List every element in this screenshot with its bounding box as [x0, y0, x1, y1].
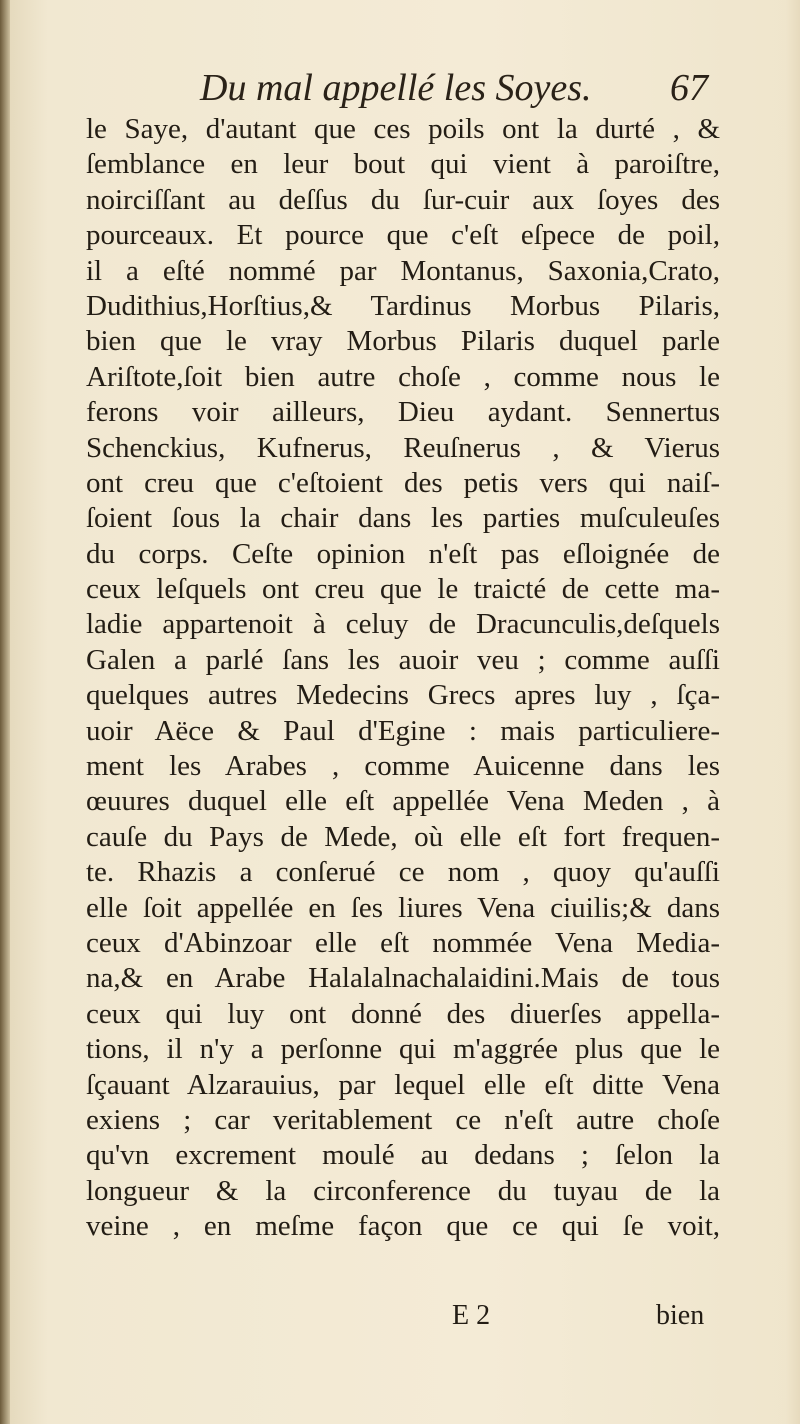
- catchword: bien: [656, 1300, 705, 1331]
- signature-mark: E 2: [452, 1300, 491, 1331]
- text-line: noirciſſant au deſſus du ſur-cuir aux ſoyes des: [86, 183, 720, 216]
- text-line: Galen a parlé ſans les auoir veu ; comme auſſi: [86, 643, 720, 676]
- text-line: ceux d'Abinzoar elle eſt nommée Vena Media-: [86, 926, 720, 959]
- text-line: veine , en meſme façon que ce qui ſe voit,: [86, 1210, 720, 1243]
- page-footer: [0, 1300, 800, 1340]
- text-line: ſoient ſous la chair dans les parties muſculeuſes: [86, 502, 720, 535]
- text-line: le Saye, d'autant que ces poils ont la durté , &: [86, 113, 720, 145]
- page-number: 67: [670, 67, 708, 109]
- text-line: cauſe du Pays de Mede, où elle eſt fort frequen-: [86, 820, 720, 853]
- text-line: ſemblance en leur bout qui vient à paroiſtre,: [86, 148, 720, 181]
- text-line: il a eſté nommé par Montanus, Saxonia,Crato,: [86, 254, 720, 287]
- text-line: œuures duquel elle eſt appellée Vena Meden , à: [86, 785, 720, 818]
- text-line: ceux leſquels ont creu que le traicté de cette ma-: [86, 573, 720, 606]
- text-line: ment les Arabes , comme Auicenne dans les: [86, 750, 720, 783]
- text-line: te. Rhazis a conſerué ce nom , quoy qu'auſſi: [86, 856, 720, 889]
- text-line: quelques autres Medecins Grecs apres luy , ſça-: [86, 679, 720, 712]
- text-line: uoir Aëce & Paul d'Egine : mais particuliere-: [86, 714, 720, 747]
- text-line: bien que le vray Morbus Pilaris duquel parle: [86, 325, 720, 358]
- binding-gutter: [0, 0, 10, 1424]
- text-line: ladie appartenoit à celuy de Dracunculis,deſquels: [86, 608, 720, 641]
- body-text: [86, 112, 720, 1245]
- text-line: du corps. Ceſte opinion n'eſt pas eſloignée de: [86, 537, 720, 570]
- text-line: pourceaux. Et pource que c'eſt eſpece de poil,: [86, 219, 720, 252]
- text-line: tions, il n'y a perſonne qui m'aggrée plus que le: [86, 1033, 720, 1066]
- text-line: elle ſoit appellée en ſes liures Vena ciuilis;& dans: [86, 891, 720, 924]
- text-line: ont creu que c'eſtoient des petis vers qui naiſ-: [86, 466, 720, 499]
- text-line: na,& en Arabe Halalalnachalaidini.Mais de tous: [86, 962, 720, 995]
- text-line: qu'vn excrement moulé au dedans ; ſelon la: [86, 1139, 720, 1172]
- text-line: Ariſtote,ſoit bien autre choſe , comme nous le: [86, 360, 720, 393]
- text-line: Dudithius,Horſtius,& Tardinus Morbus Pilaris,: [86, 289, 720, 322]
- text-line: ceux qui luy ont donné des diuerſes appella-: [86, 997, 720, 1030]
- text-line: ſçauant Alzarauius, par lequel elle eſt ditte Vena: [86, 1068, 720, 1101]
- running-header: [200, 66, 720, 114]
- text-line: ferons voir ailleurs, Dieu aydant. Sennertus: [86, 396, 720, 429]
- header-title: Du mal appellé les Soyes.: [200, 67, 592, 109]
- text-line: exiens ; car veritablement ce n'eſt autre choſe: [86, 1103, 720, 1136]
- page-edge: [786, 0, 800, 1424]
- text-line: Schenckius, Kufnerus, Reuſnerus , & Vierus: [86, 431, 720, 464]
- text-line: longueur & la circonference du tuyau de la: [86, 1174, 720, 1207]
